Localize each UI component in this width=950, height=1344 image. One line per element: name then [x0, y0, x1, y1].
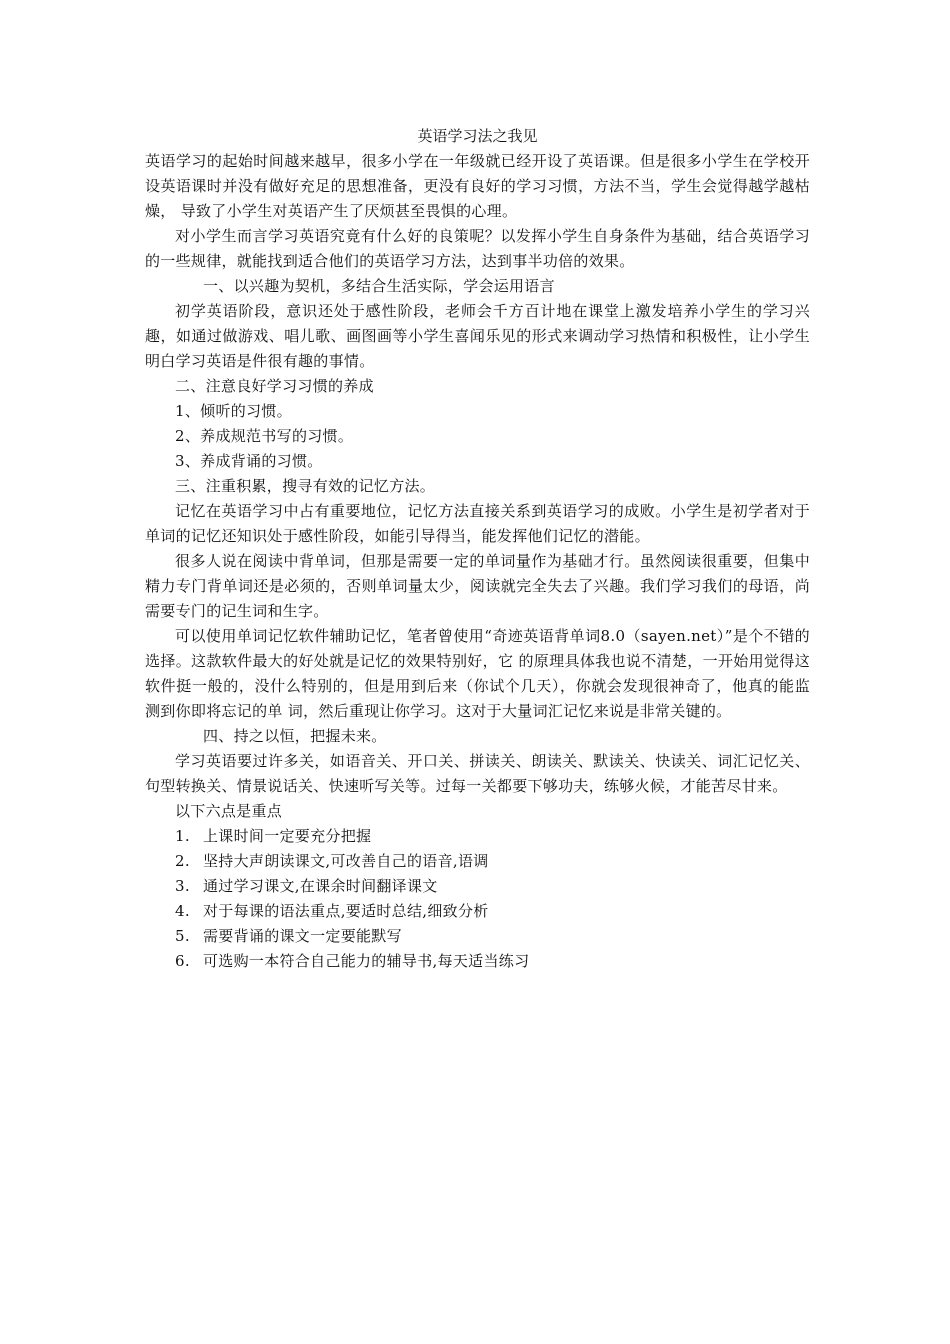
- document-page: [145, 124, 810, 974]
- list-text: 对于每课的语法重点,要适时总结,细致分析: [203, 902, 489, 920]
- list-number: 5.: [175, 927, 190, 945]
- list-item: [145, 849, 810, 874]
- habit-item-1: 1、倾听的习惯。: [175, 402, 292, 420]
- habit-item-3: 3、养成背诵的习惯。: [175, 452, 323, 470]
- paragraph-question: 对小学生而言学习英语究竟有什么好的良策呢？以发挥小学生自身条件为基础，结合英语学习的一些规律，就能找到适合他们的英语学习方法，达到事半功倍的效果。: [145, 227, 810, 270]
- list-item: [145, 874, 810, 899]
- section-heading-1: 一、以兴趣为契机，多结合生活实际，学会运用语言: [203, 277, 555, 295]
- list-text: 需要背诵的课文一定要能默写: [203, 927, 402, 945]
- section-heading-3: 三、注重积累，搜寻有效的记忆方法。: [175, 477, 436, 495]
- list-number: 4.: [175, 902, 190, 920]
- list-item: [145, 924, 810, 949]
- list-number: 6.: [175, 952, 190, 970]
- list-text: 上课时间一定要充分把握: [203, 827, 372, 845]
- document-title: 英语学习法之我见: [417, 127, 538, 145]
- paragraph-memory: 记忆在英语学习中占有重要地位，记忆方法直接关系到英语学习的成败。小学生是初学者对于单词的记忆还知识处于感性阶段，如能引导得当，能发挥他们记忆的潜能。: [145, 502, 810, 545]
- section-heading-4: 四、持之以恒，把握未来。: [203, 727, 387, 745]
- list-number: 1.: [175, 827, 190, 845]
- list-text: 坚持大声朗读课文,可改善自己的语音,语调: [203, 852, 489, 870]
- paragraph-software: 可以使用单词记忆软件辅助记忆，笔者曾使用“奇迹英语背单词8.0（sayen.net）”是个不错的选择。这款软件最大的好处就是记忆的效果特别好，它 的原理具体我也说不清楚，一开始用觉得这软件挺一般的，没什么特别的，但是用到后来（你试个几天），你就会发现很神奇了，他真的能监测到你即将忘记的单 词，然后重现让你学习。这对于大量词汇记忆来说是非常关键的。: [145, 627, 810, 720]
- list-item: [145, 949, 810, 974]
- list-item: [145, 824, 810, 849]
- paragraph-intro: 英语学习的起始时间越来越早，很多小学在一年级就已经开设了英语课。但是很多小学生在学校开设英语课时并没有做好充足的思想准备，更没有良好的学习习惯，方法不当，学生会觉得越学越枯燥， 导致了小学生对英语产生了厌烦甚至畏惧的心理。: [145, 152, 810, 220]
- key-points-intro: 以下六点是重点: [175, 802, 283, 820]
- paragraph-reading: 很多人说在阅读中背单词，但那是需要一定的单词量作为基础才行。虽然阅读很重要，但集中精力专门背单词还是必须的，否则单词量太少，阅读就完全失去了兴趣。我们学习我们的母语，尚需要专门的记生词和生字。: [145, 552, 810, 620]
- paragraph-interest: 初学英语阶段，意识还处于感性阶段，老师会千方百计地在课堂上激发培养小学生的学习兴趣，如通过做游戏、唱儿歌、画图画等小学生喜闻乐见的形式来调动学习热情和积极性，让小学生明白学习英语是件很有趣的事情。: [145, 302, 810, 370]
- list-item: [145, 899, 810, 924]
- list-number: 2.: [175, 852, 190, 870]
- list-text: 可选购一本符合自己能力的辅导书,每天适当练习: [203, 952, 530, 970]
- key-points-list: [145, 824, 810, 974]
- list-number: 3.: [175, 877, 190, 895]
- list-text: 通过学习课文,在课余时间翻译课文: [203, 877, 438, 895]
- section-heading-2: 二、注意良好学习习惯的养成: [175, 377, 374, 395]
- paragraph-levels: 学习英语要过许多关，如语音关、开口关、拼读关、朗读关、默读关、快读关、词汇记忆关、句型转换关、情景说话关、快速听写关等。过每一关都要下够功夫，练够火候，才能苦尽甘来。: [145, 752, 810, 795]
- habit-item-2: 2、养成规范书写的习惯。: [175, 427, 354, 445]
